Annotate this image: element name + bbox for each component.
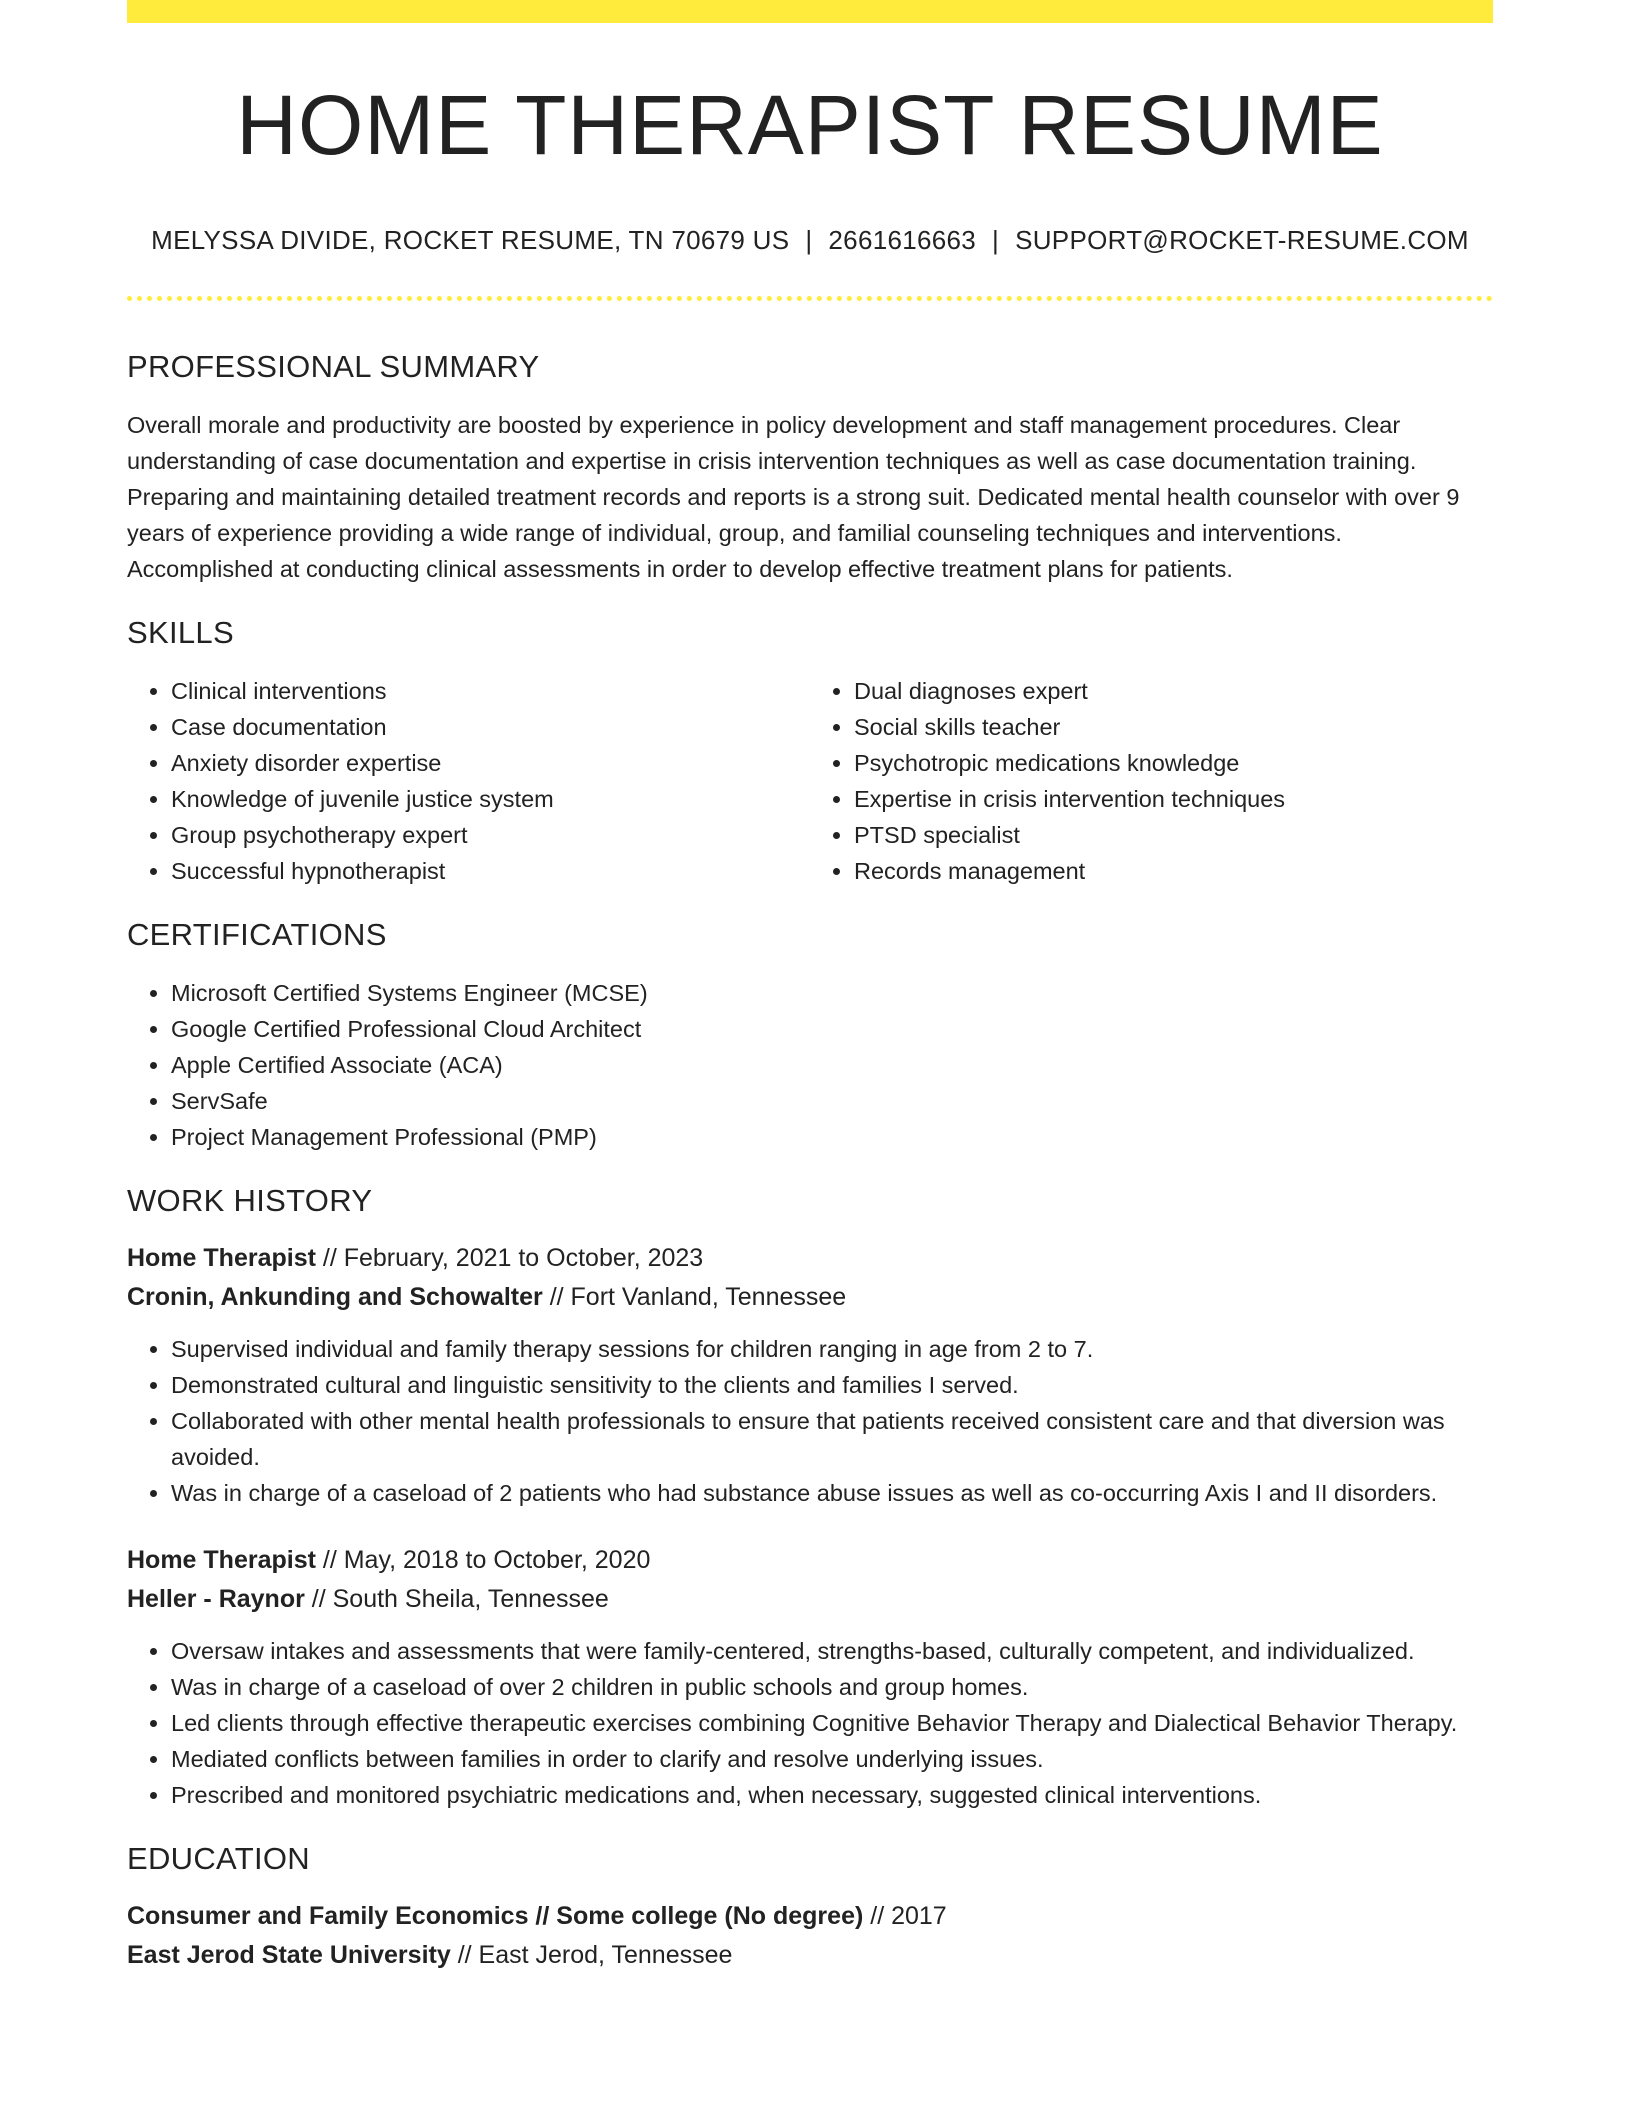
contact-line (127, 225, 1493, 256)
job-bullet: • Supervised individual and family therapy sessions for children ranging in age from 2 to 7. (171, 1331, 1493, 1367)
education-heading: EDUCATION (127, 1841, 310, 1876)
skill-item: • PTSD specialist (854, 817, 1493, 853)
job-entry (127, 1541, 1493, 1813)
resume-title: HOME THERAPIST RESUME (236, 78, 1384, 172)
certifications-list (127, 975, 1493, 1155)
certification-item: • Project Management Professional (PMP) (171, 1119, 1493, 1155)
skill-item: • Case documentation (171, 709, 810, 745)
job-role: Home Therapist (127, 1546, 316, 1574)
job-dates: // May, 2018 to October, 2020 (315, 1546, 651, 1574)
skill-item: • Knowledge of juvenile justice system (171, 781, 810, 817)
skill-item: • Psychotropic medications knowledge (854, 745, 1493, 781)
education-year: // 2017 (863, 1902, 947, 1930)
summary-text: Overall morale and productivity are boosted by experience in policy development and staff management procedures. Clear understanding of case documentation and expertise in crisis intervention techniques as well as case documentation training. Preparing and maintaining detailed treatment records and reports is a strong suit. Dedicated mental health counselor with over 9 years of experience providing a wide range of individual, group, and familial counseling techniques and interventions. Accomplished at conducting clinical assessments in order to develop effective treatment plans for patients. (127, 412, 1460, 582)
contact-separator: | (992, 225, 1000, 255)
education-degree-line (127, 1897, 1493, 1936)
skill-item: • Expertise in crisis intervention techniques (854, 781, 1493, 817)
education-location: // East Jerod, Tennessee (450, 1941, 733, 1969)
skill-item: • Successful hypnotherapist (171, 853, 810, 889)
contact-email: SUPPORT@ROCKET-RESUME.COM (1015, 225, 1469, 255)
skills-columns (127, 673, 1493, 889)
job-title-line (127, 1239, 1493, 1278)
job-company: Cronin, Ankunding and Schowalter (127, 1283, 543, 1311)
skills-heading: SKILLS (127, 615, 234, 650)
job-location: // Fort Vanland, Tennessee (542, 1283, 847, 1311)
work-history-heading: WORK HISTORY (127, 1183, 373, 1218)
job-location: // South Sheila, Tennessee (304, 1585, 609, 1613)
job-entry (127, 1239, 1493, 1511)
job-company-line (127, 1580, 1493, 1619)
job-company: Heller - Raynor (127, 1585, 305, 1613)
certification-item: • Microsoft Certified Systems Engineer (MCSE) (171, 975, 1493, 1011)
certification-item: • Apple Certified Associate (ACA) (171, 1047, 1493, 1083)
dotted-divider (127, 296, 1493, 301)
skill-item: • Clinical interventions (171, 673, 810, 709)
job-bullet: • Demonstrated cultural and linguistic sensitivity to the clients and families I served. (171, 1367, 1493, 1403)
contact-address: MELYSSA DIVIDE, ROCKET RESUME, TN 70679 US (151, 225, 790, 255)
certification-item: • ServSafe (171, 1083, 1493, 1119)
education-school-line (127, 1936, 1493, 1975)
education-degree: Consumer and Family Economics // Some college (No degree) (127, 1902, 864, 1930)
education-entry (127, 1897, 1493, 1975)
job-bullet: • Was in charge of a caseload of 2 patients who had substance abuse issues as well as co-occurring Axis I and II disorders. (171, 1475, 1493, 1511)
skill-item: • Dual diagnoses expert (854, 673, 1493, 709)
skill-item: • Anxiety disorder expertise (171, 745, 810, 781)
job-bullet: • Led clients through effective therapeutic exercises combining Cognitive Behavior Therapy and Dialectical Behavior Therapy. (171, 1705, 1493, 1741)
certification-item: • Google Certified Professional Cloud Architect (171, 1011, 1493, 1047)
job-title-line (127, 1541, 1493, 1580)
skills-left-list (127, 673, 810, 889)
education-school: East Jerod State University (127, 1941, 451, 1969)
resume-page (127, 0, 1493, 1975)
skill-item: • Group psychotherapy expert (171, 817, 810, 853)
job-bullet: • Mediated conflicts between families in order to clarify and resolve underlying issues. (171, 1741, 1493, 1777)
job-role: Home Therapist (127, 1244, 316, 1272)
top-accent-bar (127, 0, 1493, 23)
job-bullet: • Oversaw intakes and assessments that were family-centered, strengths-based, culturally competent, and individualized. (171, 1633, 1493, 1669)
job-dates: // February, 2021 to October, 2023 (315, 1244, 704, 1272)
contact-phone: 2661616663 (828, 225, 977, 255)
job-bullet: • Was in charge of a caseload of over 2 children in public schools and group homes. (171, 1669, 1493, 1705)
certifications-heading: CERTIFICATIONS (127, 917, 387, 952)
skill-item: • Records management (854, 853, 1493, 889)
skill-item: • Social skills teacher (854, 709, 1493, 745)
job-bullet: • Prescribed and monitored psychiatric medications and, when necessary, suggested clinical interventions. (171, 1777, 1493, 1813)
job-bullet: • Collaborated with other mental health professionals to ensure that patients received consistent care and that diversion was avoided. (171, 1403, 1493, 1475)
skills-right-list (810, 673, 1493, 889)
summary-heading: PROFESSIONAL SUMMARY (127, 349, 540, 384)
job-company-line (127, 1278, 1493, 1317)
job-bullets (127, 1331, 1493, 1511)
job-bullets (127, 1633, 1493, 1813)
contact-separator: | (805, 225, 813, 255)
